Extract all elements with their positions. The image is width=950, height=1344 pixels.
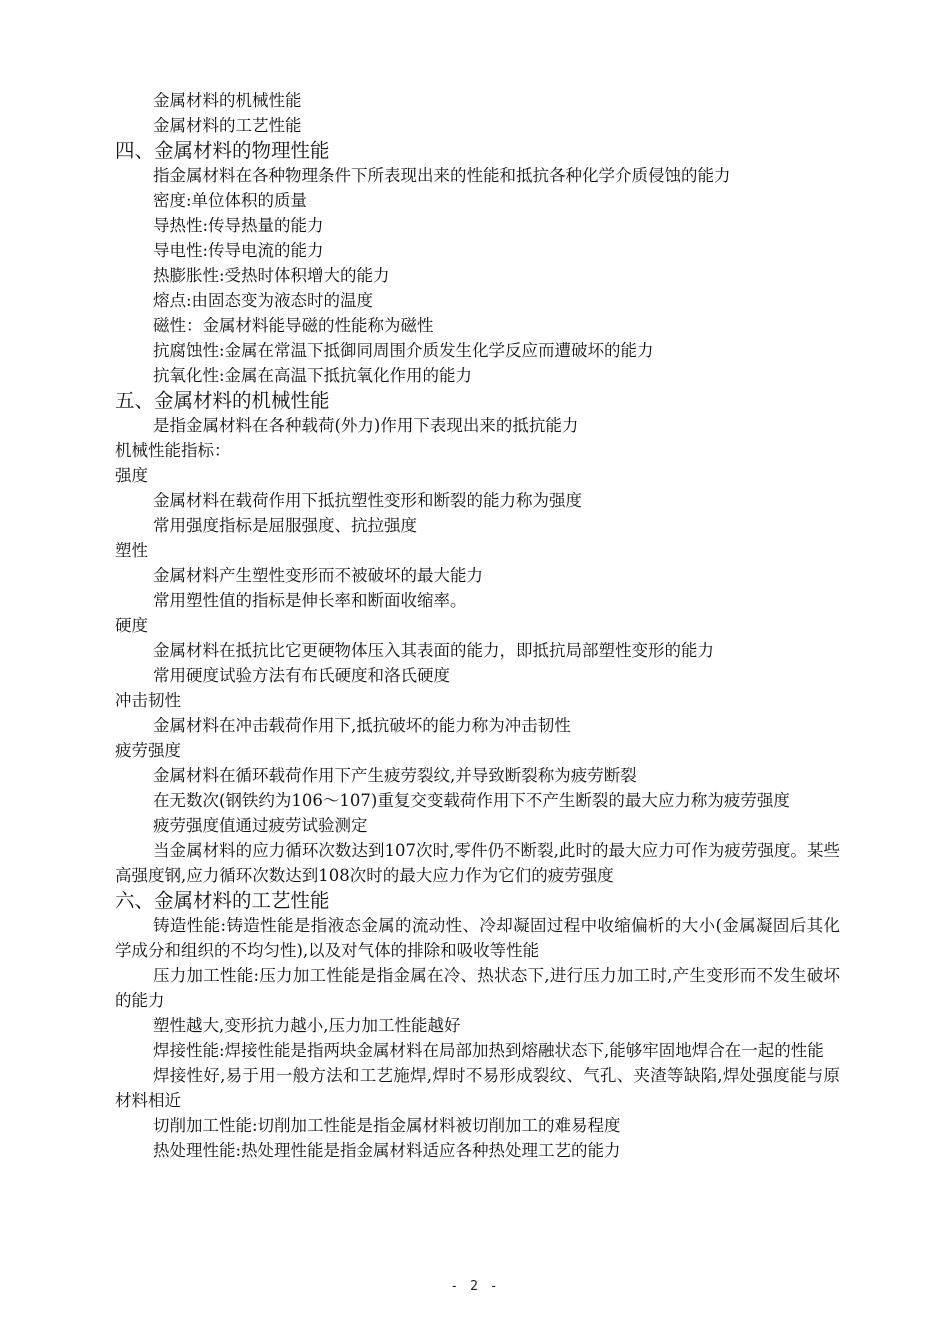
section-heading: 五、金属材料的机械性能 (115, 389, 330, 412)
text-line: 常用塑性值的指标是伸长率和断面收缩率。 (153, 591, 467, 610)
subheading-label: 强度 (115, 466, 148, 485)
subheading-label: 机械性能指标： (115, 441, 231, 460)
paragraph: 焊接性能:焊接性能是指两块金属材料在局部加热到熔融状态下,能够牢固地焊合在一起的性能 (153, 1041, 824, 1060)
paragraph: 当金属材料的应力循环次数达到107次时,零件仍不断裂,此时的最大应力可作为疲劳强度。某些高强度钢,应力循环次数达到108次时的最大应力作为它们的疲劳强度 (115, 841, 840, 885)
text-line: 导热性:传导热量的能力 (153, 216, 324, 235)
paragraph: 在无数次(钢铁约为106～107)重复交变载荷作用下不产生断裂的最大应力称为疲劳强度 (153, 791, 790, 810)
text-line: 密度:单位体积的质量 (153, 191, 308, 210)
document-body (115, 88, 840, 1163)
text-line: 金属材料的工艺性能 (153, 116, 302, 135)
text-line: 抗氧化性:金属在高温下抵抗氧化作用的能力 (153, 366, 473, 385)
text-line: 疲劳强度值通过疲劳试验测定 (153, 816, 368, 835)
page-number: - 2 - (450, 1279, 500, 1294)
text-line: 金属材料的机械性能 (153, 91, 302, 110)
paragraph: 焊接性好,易于用一般方法和工艺施焊,焊时不易形成裂纹、气孔、夹渣等缺陷,焊处强度能与原材料相近 (115, 1066, 840, 1110)
text-line: 金属材料产生塑性变形而不被破坏的最大能力 (153, 566, 483, 585)
subheading-label: 硬度 (115, 616, 148, 635)
subheading-label: 冲击韧性 (115, 691, 181, 710)
subheading-label: 疲劳强度 (115, 741, 181, 760)
text-line: 导电性:传导电流的能力 (153, 241, 324, 260)
text-line: 金属材料在冲击载荷作用下,抵抗破坏的能力称为冲击韧性 (153, 716, 571, 735)
text-line: 抗腐蚀性:金属在常温下抵御同周围介质发生化学反应而遭破坏的能力 (153, 341, 654, 360)
text-line: 熔点:由固态变为液态时的温度 (153, 291, 374, 310)
text-line: 金属材料在载荷作用下抵抗塑性变形和断裂的能力称为强度 (153, 491, 582, 510)
text-line: 金属材料在循环载荷作用下产生疲劳裂纹,并导致断裂称为疲劳断裂 (153, 766, 637, 785)
section-heading: 六、金属材料的工艺性能 (115, 889, 330, 912)
text-line: 切削加工性能:切削加工性能是指金属材料被切削加工的难易程度 (153, 1116, 621, 1135)
text-line: 热膨胀性:受热时体积增大的能力 (153, 266, 390, 285)
subheading-label: 塑性 (115, 541, 148, 560)
text-line: 磁性：金属材料能导磁的性能称为磁性 (153, 316, 434, 335)
paragraph: 压力加工性能:压力加工性能是指金属在冷、热状态下,进行压力加工时,产生变形而不发生破坏的能力 (115, 966, 840, 1010)
text-line: 是指金属材料在各种载荷(外力)作用下表现出来的抵抗能力 (153, 416, 579, 435)
text-line: 热处理性能:热处理性能是指金属材料适应各种热处理工艺的能力 (153, 1141, 621, 1160)
paragraph: 铸造性能:铸造性能是指液态金属的流动性、冷却凝固过程中收缩偏析的大小(金属凝固后其化学成分和组织的不均匀性),以及对气体的排除和吸收等性能 (115, 916, 840, 960)
text-line: 塑性越大,变形抗力越小,压力加工性能越好 (153, 1016, 461, 1035)
text-line: 指金属材料在各种物理条件下所表现出来的性能和抵抗各种化学介质侵蚀的能力 (153, 166, 731, 185)
text-line: 金属材料在抵抗比它更硬物体压入其表面的能力，即抵抗局部塑性变形的能力 (153, 641, 714, 660)
section-heading: 四、金属材料的物理性能 (115, 139, 330, 162)
text-line: 常用硬度试验方法有布氏硬度和洛氏硬度 (153, 666, 450, 685)
text-line: 常用强度指标是屈服强度、抗拉强度 (153, 516, 417, 535)
